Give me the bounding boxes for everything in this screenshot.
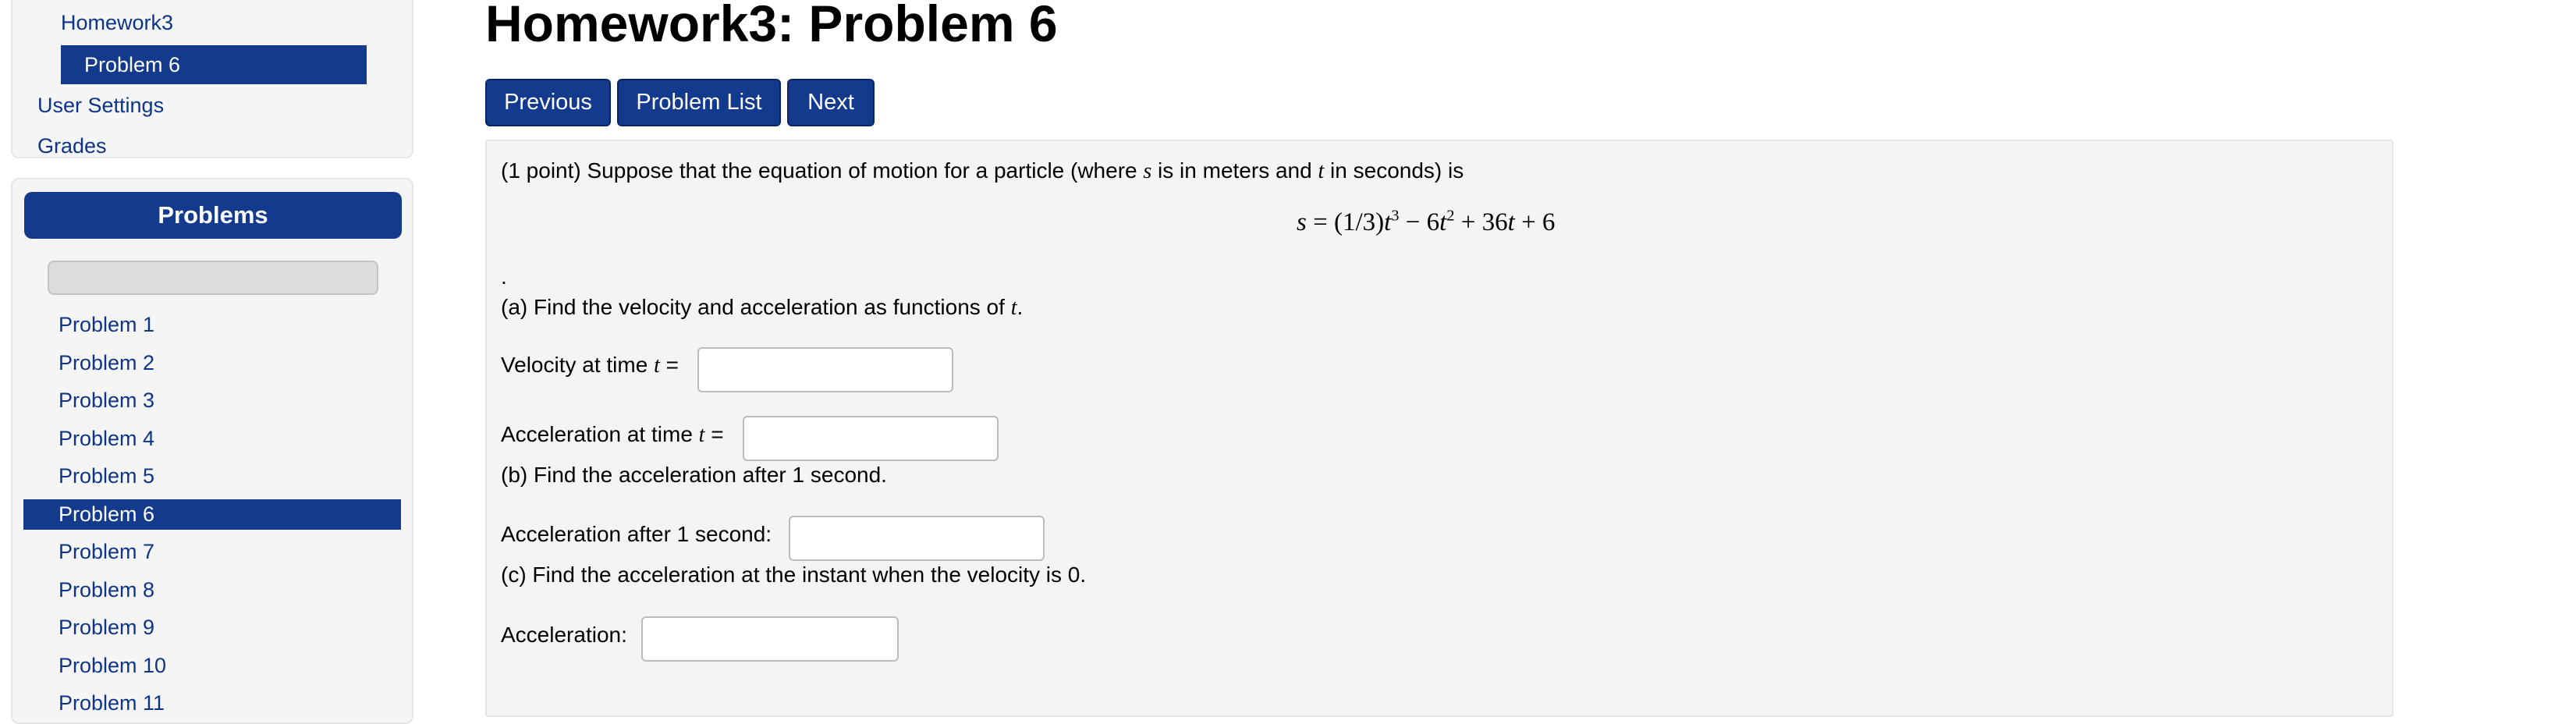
- sidebar-problem-item[interactable]: Problem 2: [59, 350, 155, 374]
- acceleration-input[interactable]: [743, 416, 999, 461]
- problem-list: [12, 306, 412, 722]
- period-mark: .: [501, 264, 507, 289]
- sidebar-problem-item[interactable]: Problem 10: [59, 653, 167, 677]
- sidebar-problem-item[interactable]: Problem 7: [59, 540, 155, 563]
- velocity-label: [501, 353, 679, 378]
- eq-t1: t: [1384, 208, 1392, 236]
- velocity-var: t: [654, 353, 660, 378]
- acceleration-label-text: Acceleration at time: [501, 422, 699, 446]
- intro-text-b: is in meters and: [1151, 158, 1318, 183]
- eq-mid: − 6: [1399, 208, 1440, 236]
- eq-exp1: 3: [1391, 207, 1400, 225]
- eq-t2: t: [1439, 208, 1447, 236]
- part-a-var: t: [1010, 296, 1017, 320]
- intro-text-a: (1 point) Suppose that the equation of motion for a particle (where: [501, 158, 1144, 183]
- sidebar-problem-item[interactable]: Problem 11: [59, 691, 165, 715]
- sidebar-problem-item[interactable]: Problem 9: [59, 616, 155, 639]
- var-s: s: [1143, 159, 1152, 183]
- problem-intro: [501, 158, 1464, 184]
- intro-text-c: in seconds) is: [1324, 158, 1464, 183]
- eq-t3: t: [1507, 208, 1515, 236]
- homework-link[interactable]: Homework3: [61, 11, 174, 34]
- acceleration-eq: =: [704, 422, 724, 446]
- user-settings-link[interactable]: User Settings: [37, 94, 165, 117]
- velocity-eq: =: [659, 353, 679, 377]
- eq-coef: = (1/3): [1306, 208, 1385, 236]
- velocity-label-text: Velocity at time: [501, 353, 655, 377]
- var-t: t: [1318, 159, 1325, 183]
- problem-list-button[interactable]: Problem List: [617, 79, 781, 126]
- problems-panel: [11, 178, 413, 724]
- motion-equation: [1297, 207, 1555, 237]
- problems-header: Problems: [24, 192, 402, 239]
- part-a-end: .: [1017, 295, 1024, 319]
- sidebar-problem-item[interactable]: Problem 3: [59, 389, 155, 412]
- part-b-text: (b) Find the acceleration after 1 second.: [501, 463, 887, 487]
- sidebar-problem-item[interactable]: Problem 8: [59, 577, 155, 602]
- sidebar-problem-item[interactable]: Problem 5: [59, 464, 155, 488]
- part-a-label: (a) Find the velocity and acceleration as functions of: [501, 295, 1011, 319]
- acceleration-label: [501, 422, 724, 448]
- acceleration-1s-label: Acceleration after 1 second:: [501, 522, 772, 546]
- next-button[interactable]: Next: [787, 79, 875, 126]
- acceleration-1s-input[interactable]: [789, 516, 1045, 561]
- sidebar-nav-panel: [11, 0, 413, 158]
- problem-body: [485, 140, 2393, 717]
- velocity-input[interactable]: [697, 347, 953, 392]
- sidebar-problem-item[interactable]: Problem 1: [59, 313, 155, 336]
- previous-button[interactable]: Previous: [485, 79, 611, 126]
- sidebar-item-active-problem[interactable]: Problem 6: [61, 45, 367, 84]
- eq-end: + 6: [1514, 208, 1556, 236]
- part-a-text: [501, 295, 1023, 321]
- eq-exp2: 2: [1446, 207, 1455, 225]
- part-c-text: (c) Find the acceleration at the instant when the velocity is 0.: [501, 563, 1087, 587]
- eq-lhs: s: [1297, 208, 1307, 236]
- acceleration-final-input[interactable]: [641, 616, 899, 662]
- sidebar-problem-item[interactable]: Problem 4: [59, 426, 155, 450]
- eq-plus: + 36: [1454, 208, 1508, 236]
- sidebar-problem-item[interactable]: Problem 6: [23, 499, 401, 530]
- grades-link[interactable]: Grades: [37, 134, 107, 158]
- acceleration-var: t: [698, 423, 705, 447]
- page-title: Homework3: Problem 6: [485, 0, 1058, 52]
- acceleration-final-label: Acceleration:: [501, 623, 627, 647]
- progress-bar: [48, 261, 378, 295]
